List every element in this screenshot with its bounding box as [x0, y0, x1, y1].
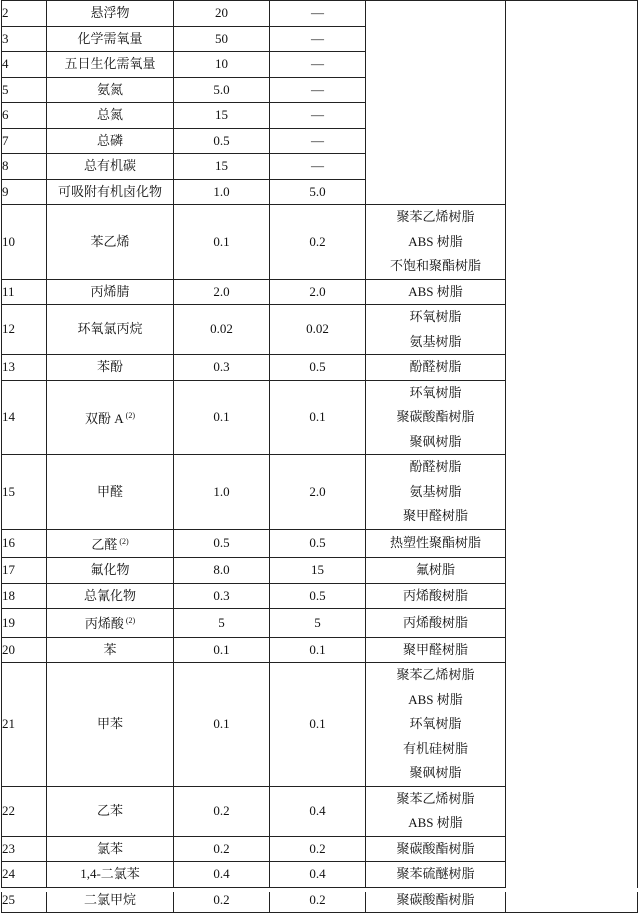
- limit-value-cell: 0.5: [270, 529, 366, 558]
- row-number-cell: 2: [2, 1, 47, 27]
- resin-type-cell: [366, 380, 506, 455]
- resin-type-cell: [366, 862, 506, 888]
- pollutant-name: 丙烯腈: [90, 283, 130, 299]
- row-number-cell: 12: [2, 305, 47, 355]
- pollutant-name: 总磷: [96, 132, 123, 148]
- merged-blank-cell: [366, 1, 506, 205]
- row-number-cell: 11: [2, 279, 47, 305]
- resin-type: 聚苯乙烯树脂: [396, 209, 475, 224]
- pollutant-name: 双酚 A: [85, 410, 124, 426]
- pollutant-name-cell: [47, 609, 174, 638]
- pollutant-name: 甲苯: [96, 716, 123, 731]
- pollutant-name-cell: [47, 380, 174, 455]
- pollutant-name-cell: [47, 103, 174, 129]
- row-number-cell: 20: [2, 637, 47, 663]
- limit-value-cell: —: [270, 1, 366, 27]
- pollutant-name-cell: [47, 52, 174, 78]
- resin-type: 聚甲醛树脂: [402, 641, 468, 657]
- pollutant-name-cell: [47, 128, 174, 154]
- pollutant-name: 乙苯: [96, 802, 123, 818]
- pollutant-name: 可吸附有机卤化物: [57, 183, 162, 199]
- resin-type-cell: [366, 558, 506, 584]
- limit-value-cell: —: [270, 154, 366, 180]
- pollutant-name-cell: [47, 279, 174, 305]
- row-number-cell: 23: [2, 836, 47, 862]
- row-number-cell: 19: [2, 609, 47, 638]
- resin-type-cell: [366, 355, 506, 381]
- limit-value-cell: 0.02: [270, 305, 366, 355]
- pollutant-name-cell: [47, 77, 174, 103]
- resin-type: 聚碳酸酯树脂: [396, 891, 475, 907]
- row-number-cell: 10: [2, 205, 47, 280]
- pollutant-name: 总氰化物: [83, 587, 136, 603]
- limit-value-cell: 0.1: [174, 637, 270, 663]
- pollutant-name: 环氧氯丙烷: [77, 321, 143, 337]
- row-number-cell: 8: [2, 154, 47, 180]
- pollutant-name: 悬浮物: [90, 5, 130, 20]
- resin-type-cell: [366, 455, 506, 530]
- row-number-cell: 22: [2, 786, 47, 836]
- table-body: [2, 1, 638, 913]
- pollutant-name-cell: [47, 179, 174, 205]
- page-bottom-edge: [0, 888, 640, 892]
- limit-value-cell: 0.4: [174, 862, 270, 888]
- resin-type: ABS 树脂: [408, 233, 463, 249]
- limit-value-cell: —: [270, 26, 366, 52]
- pollutant-name-cell: [47, 558, 174, 584]
- resin-type: 聚碳酸酯树脂: [396, 409, 475, 424]
- limit-value-cell: 5: [174, 609, 270, 638]
- limit-value-cell: 20: [174, 1, 270, 27]
- resin-type: 环氧树脂: [409, 716, 462, 731]
- limit-value-cell: 5.0: [270, 179, 366, 205]
- limit-value-cell: 0.5: [174, 529, 270, 558]
- resin-type: 氨基树脂: [409, 333, 462, 349]
- pollutant-name: 苯酚: [96, 359, 123, 374]
- resin-type: 聚砜树脂: [409, 433, 462, 449]
- resin-type-cell: [366, 529, 506, 558]
- limit-value-cell: —: [270, 77, 366, 103]
- limit-value-cell: 50: [174, 26, 270, 52]
- limit-value-cell: 1.0: [174, 455, 270, 530]
- pollutant-name: 氟化物: [90, 562, 130, 577]
- limit-value-cell: 0.2: [270, 205, 366, 280]
- resin-type: 环氧树脂: [409, 384, 462, 400]
- pollutant-name: 丙烯酸: [84, 616, 124, 631]
- row-number-cell: 14: [2, 380, 47, 455]
- limit-value-cell: 0.2: [174, 786, 270, 836]
- table-row: [2, 1, 638, 27]
- limit-value-cell: —: [270, 103, 366, 129]
- pollutant-name: 1,4-二氯苯: [80, 866, 140, 881]
- limit-value-cell: 0.1: [174, 663, 270, 787]
- pollutant-name: 总有机碳: [83, 158, 136, 173]
- resin-type-cell: [366, 583, 506, 609]
- limit-value-cell: 0.1: [270, 637, 366, 663]
- resin-type: 聚苯硫醚树脂: [396, 866, 475, 881]
- limit-value-cell: 0.2: [174, 887, 270, 913]
- pollutant-name-cell: [47, 529, 174, 558]
- limit-value-cell: 0.4: [270, 862, 366, 888]
- limit-value-cell: 0.3: [174, 355, 270, 381]
- resin-type: 聚苯乙烯树脂: [396, 790, 475, 806]
- resin-type: 氟树脂: [415, 562, 455, 577]
- pollutant-name-cell: [47, 1, 174, 27]
- limit-value-cell: 0.5: [174, 128, 270, 154]
- limit-value-cell: 0.1: [174, 205, 270, 280]
- limit-value-cell: 0.2: [270, 836, 366, 862]
- resin-type: 有机硅树脂: [402, 740, 468, 756]
- limit-value-cell: 0.2: [174, 836, 270, 862]
- row-number-cell: 15: [2, 455, 47, 530]
- limit-value-cell: 0.4: [270, 786, 366, 836]
- limit-value-cell: 5.0: [174, 77, 270, 103]
- pollutant-name-cell: [47, 154, 174, 180]
- pollutant-name: 氯苯: [96, 840, 123, 856]
- pollutant-name: 乙醛: [91, 536, 118, 552]
- resin-type: 聚甲醛树脂: [402, 508, 468, 523]
- resin-type: 丙烯酸树脂: [402, 587, 468, 603]
- limit-value-cell: 2.0: [270, 279, 366, 305]
- resin-type: 环氧树脂: [409, 309, 462, 324]
- row-number-cell: 4: [2, 52, 47, 78]
- limit-value-cell: 1.0: [174, 179, 270, 205]
- resin-type: ABS 树脂: [408, 283, 463, 299]
- limit-value-cell: —: [270, 128, 366, 154]
- row-number-cell: 7: [2, 128, 47, 154]
- resin-type-cell: [366, 637, 506, 663]
- resin-type: 热塑性聚酯树脂: [389, 535, 481, 550]
- pollutant-name: 甲醛: [96, 483, 123, 499]
- row-number-cell: 16: [2, 529, 47, 558]
- pollutant-name-cell: [47, 205, 174, 280]
- resin-type-cell: [366, 609, 506, 638]
- limit-value-cell: 5: [270, 609, 366, 638]
- footnote-marker: (2): [119, 536, 129, 546]
- footnote-marker: (2): [125, 410, 135, 420]
- empty-column-cell: [506, 1, 638, 913]
- pollutant-name-cell: [47, 455, 174, 530]
- pollutant-name: 总氮: [96, 107, 123, 122]
- resin-type: 不饱和聚酯树脂: [389, 258, 481, 273]
- resin-type-cell: [366, 786, 506, 836]
- limit-value-cell: 0.1: [270, 663, 366, 787]
- pollutant-name-cell: [47, 305, 174, 355]
- pollutant-name-cell: [47, 836, 174, 862]
- limit-value-cell: 0.2: [270, 887, 366, 913]
- resin-type: 聚砜树脂: [409, 765, 462, 780]
- row-number-cell: 17: [2, 558, 47, 584]
- limit-value-cell: 8.0: [174, 558, 270, 584]
- limit-value-cell: —: [270, 52, 366, 78]
- resin-type: 酚醛树脂: [409, 459, 462, 474]
- pollutant-name: 化学需氧量: [77, 30, 143, 46]
- limit-value-cell: 2.0: [270, 455, 366, 530]
- resin-type: ABS 树脂: [408, 691, 463, 707]
- resin-type: 丙烯酸树脂: [402, 614, 468, 630]
- row-number-cell: 13: [2, 355, 47, 381]
- row-number-cell: 25: [2, 887, 47, 913]
- resin-type-cell: [366, 305, 506, 355]
- limit-value-cell: 0.1: [270, 380, 366, 455]
- resin-type-cell: [366, 205, 506, 280]
- resin-type-cell: [366, 279, 506, 305]
- limit-value-cell: 15: [174, 103, 270, 129]
- limit-value-cell: 2.0: [174, 279, 270, 305]
- row-number-cell: 24: [2, 862, 47, 888]
- limit-value-cell: 10: [174, 52, 270, 78]
- limit-value-cell: 0.3: [174, 583, 270, 609]
- resin-type: 聚苯乙烯树脂: [396, 667, 475, 682]
- limit-value-cell: 0.5: [270, 583, 366, 609]
- resin-type-cell: [366, 663, 506, 787]
- pollutant-name: 二氯甲烷: [83, 891, 136, 907]
- limit-value-cell: 0.1: [174, 380, 270, 455]
- row-number-cell: 9: [2, 179, 47, 205]
- resin-type: 聚碳酸酯树脂: [396, 840, 475, 856]
- row-number-cell: 6: [2, 103, 47, 129]
- resin-type: 氨基树脂: [409, 483, 462, 499]
- row-number-cell: 18: [2, 583, 47, 609]
- resin-type: 酚醛树脂: [409, 359, 462, 374]
- resin-type: ABS 树脂: [408, 815, 463, 830]
- pollutant-name-cell: [47, 637, 174, 663]
- pollutant-name: 苯: [103, 641, 117, 657]
- pollutant-name-cell: [47, 583, 174, 609]
- footnote-marker: (2): [125, 616, 136, 625]
- pollutant-limits-table: [1, 0, 638, 913]
- pollutant-name: 氨氮: [96, 81, 123, 97]
- pollutant-name-cell: [47, 355, 174, 381]
- row-number-cell: 3: [2, 26, 47, 52]
- pollutant-name-cell: [47, 786, 174, 836]
- pollutant-name: 五日生化需氧量: [64, 56, 156, 71]
- limit-value-cell: 15: [270, 558, 366, 584]
- row-number-cell: 21: [2, 663, 47, 787]
- pollutant-name-cell: [47, 26, 174, 52]
- resin-type-cell: [366, 836, 506, 862]
- pollutant-name-cell: [47, 862, 174, 888]
- limit-value-cell: 15: [174, 154, 270, 180]
- limit-value-cell: 0.02: [174, 305, 270, 355]
- row-number-cell: 5: [2, 77, 47, 103]
- limit-value-cell: 0.5: [270, 355, 366, 381]
- pollutant-name: 苯乙烯: [90, 233, 130, 249]
- pollutant-name-cell: [47, 663, 174, 787]
